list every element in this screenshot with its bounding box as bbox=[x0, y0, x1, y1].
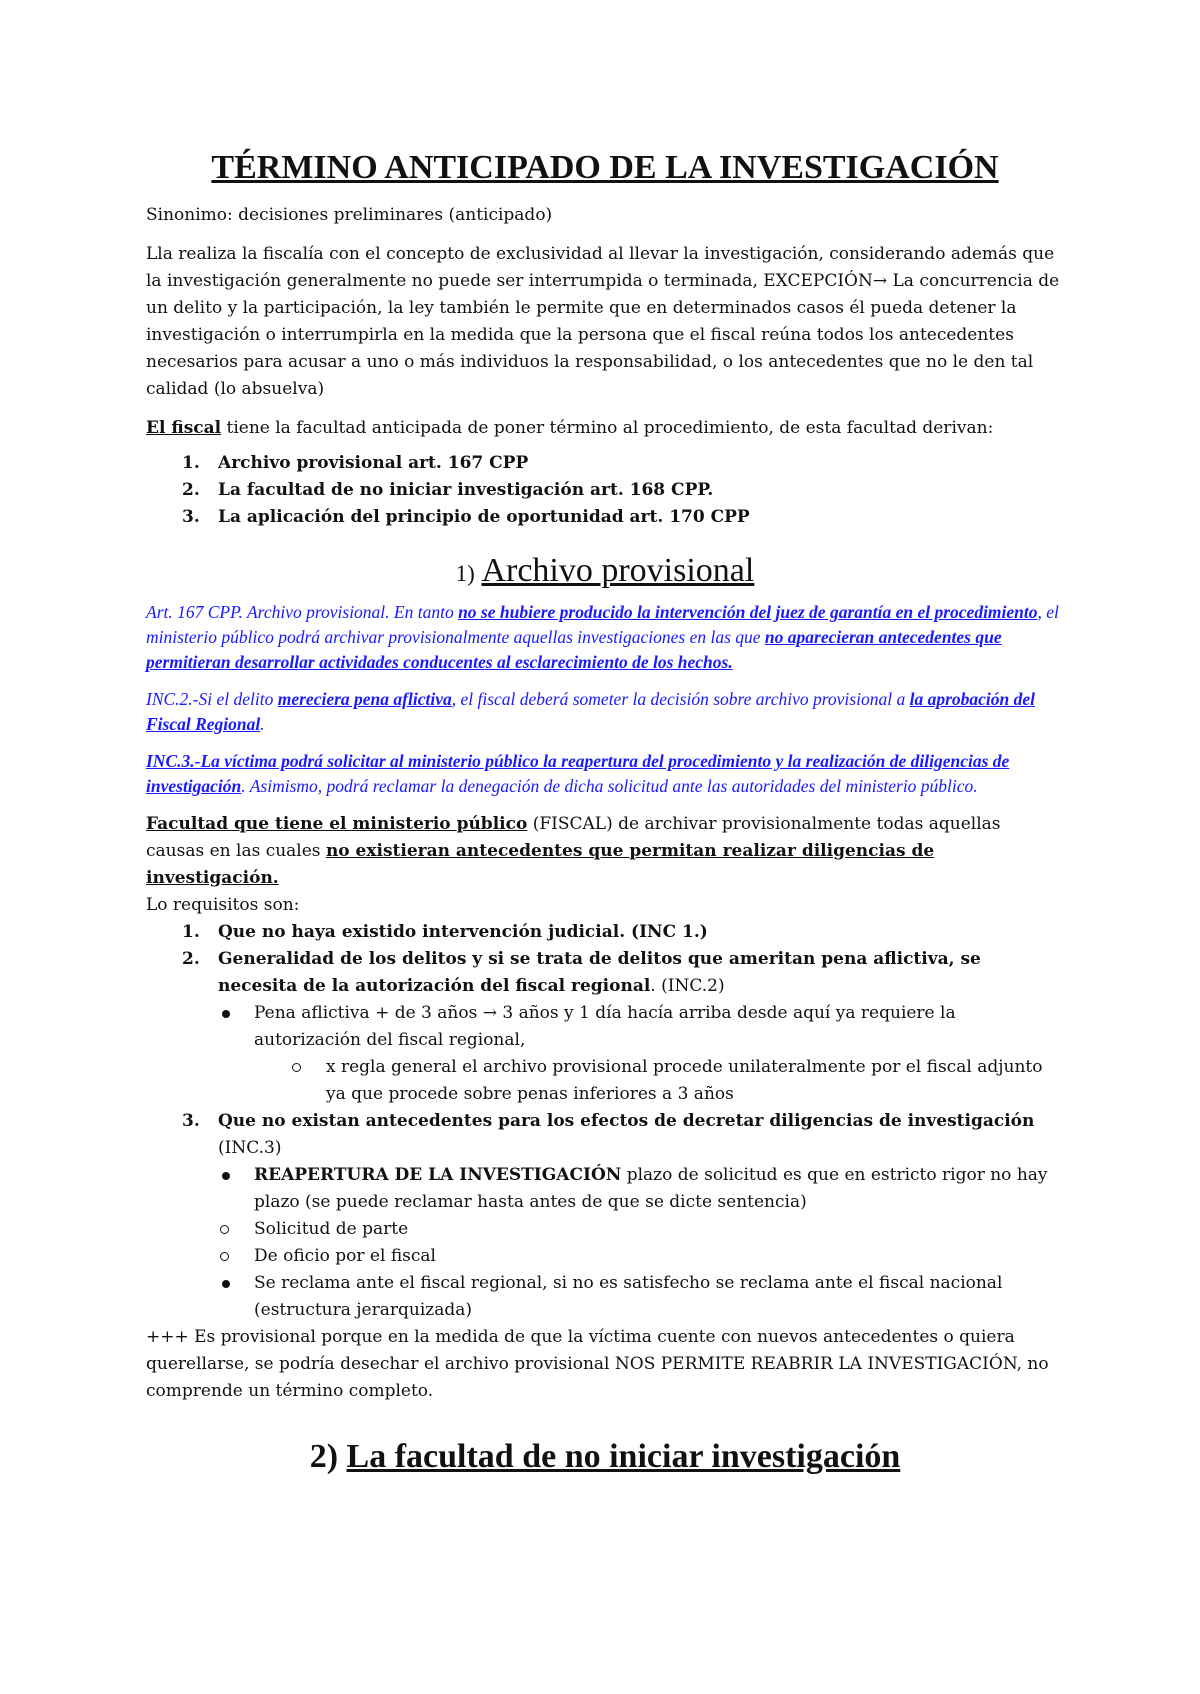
list-item: Solicitud de parte bbox=[182, 1216, 1064, 1243]
section-heading-1 bbox=[146, 549, 1064, 596]
intro-paragraph: Lla realiza la fiscalía con el concepto de exclusividad al llevar la investigación, considerando además que la investigación generalmente no puede ser interrumpida o terminada, EXCEPCIÓN→ La concurrencia de un delito y la participación, la ley también le permite que en determinados casos él pueda detener la investigación o interrumpirla en la medida que la persona que el fiscal reúna todos los antecedentes necesarios para acusar a uno o más individuos la responsabilidad, o los antecedentes que no le den tal calidad (lo absuelva) bbox=[146, 244, 1060, 399]
requisito-3-subbullets bbox=[182, 1216, 1064, 1270]
section-number: 2) bbox=[309, 1438, 339, 1475]
inc2-paragraph: INC.2.-Si el delito mereciera pena aflictiva, el fiscal deberá someter la decisión sobre archivo provisional a la aprobación del Fiscal Regional. bbox=[146, 689, 1035, 734]
requisito-2-subbullets bbox=[254, 1054, 1064, 1108]
requisitos-list-continued bbox=[146, 1108, 1064, 1162]
requisito-2-bullets bbox=[182, 1000, 1064, 1054]
list-item: De oficio por el fiscal bbox=[182, 1243, 1064, 1270]
requisito-3-bullets-2 bbox=[182, 1270, 1064, 1324]
list-item: 1. Archivo provisional art. 167 CPP bbox=[182, 453, 529, 473]
list-item: 2. Generalidad de los delitos y si se trata de delitos que ameritan pena aflictiva, se necesita de la autorización del fiscal regional. (INC.2) bbox=[182, 949, 981, 996]
circle-bullet-icon bbox=[292, 1063, 301, 1072]
bullet-icon bbox=[222, 1280, 230, 1288]
art167-paragraph: Art. 167 CPP. Archivo provisional. En tanto no se hubiere producido la intervención del juez de garantía en el procedimiento, el ministerio público podrá archivar provisionalmente aquellas investigaciones en las que no aparecieran antecedentes que permitieran desarrollar actividades conducentes al esclarecimiento de los hechos. bbox=[146, 602, 1059, 672]
bullet-icon bbox=[222, 1010, 230, 1018]
fiscal-paragraph bbox=[146, 415, 1064, 442]
document-body bbox=[146, 146, 1064, 1483]
section-number: 1) bbox=[455, 561, 475, 586]
list-item: Pena aflictiva + de 3 años → 3 años y 1 día hacía arriba desde aquí ya requiere la autorización del fiscal regional, bbox=[182, 1000, 1064, 1054]
facultades-list bbox=[146, 450, 1064, 531]
circle-bullet-icon bbox=[220, 1252, 229, 1261]
section-title: La facultad de no iniciar investigación bbox=[346, 1438, 901, 1475]
facultad-paragraph: Facultad que tiene el ministerio público (FISCAL) de archivar provisionalmente todas aquellas causas en las cuales no existieran antecedentes que permitan realizar diligencias de investigación. bbox=[146, 814, 1001, 888]
circle-bullet-icon bbox=[220, 1225, 229, 1234]
requisitos-list bbox=[146, 919, 1064, 1000]
list-item: REAPERTURA DE LA INVESTIGACIÓN plazo de solicitud es que en estricto rigor no hay plazo (se puede reclamar hasta antes de que se dicte sentencia) bbox=[182, 1162, 1064, 1216]
list-item: x regla general el archivo provisional procede unilateralmente por el fiscal adjunto ya que procede sobre penas inferiores a 3 años bbox=[254, 1054, 1064, 1108]
section-heading-2 bbox=[146, 1435, 1064, 1479]
requisito-3-bullets bbox=[182, 1162, 1064, 1216]
fiscal-rest: tiene la facultad anticipada de poner término al procedimiento, de esta facultad derivan: bbox=[221, 418, 994, 438]
fiscal-lead: El fiscal bbox=[146, 418, 222, 438]
section-title: Archivo provisional bbox=[481, 552, 755, 589]
list-item: 2. La facultad de no iniciar investigación art. 168 CPP. bbox=[182, 480, 714, 500]
list-item: 3. Que no existan antecedentes para los efectos de decretar diligencias de investigación (INC.3) bbox=[182, 1111, 1035, 1158]
closing-paragraph: +++ Es provisional porque en la medida de que la víctima cuente con nuevos antecedentes o quiera querellarse, se podría desechar el archivo provisional NOS PERMITE REABRIR LA INVESTIGACIÓN, no comprende un término completo. bbox=[146, 1327, 1049, 1401]
requisitos-intro: Lo requisitos son: bbox=[146, 895, 300, 915]
list-item: Se reclama ante el fiscal regional, si no es satisfecho se reclama ante el fiscal nacional (estructura jerarquizada) bbox=[182, 1270, 1064, 1324]
list-item: 1. Que no haya existido intervención judicial. (INC 1.) bbox=[182, 922, 708, 942]
list-item: 3. La aplicación del principio de oportunidad art. 170 CPP bbox=[182, 507, 750, 527]
sinonimo-line: Sinonimo: decisiones preliminares (anticipado) bbox=[146, 205, 553, 225]
bullet-icon bbox=[222, 1172, 230, 1180]
inc3-paragraph: INC.3.-La víctima podrá solicitar al ministerio público la reapertura del procedimiento y la realización de diligencias de investigación. Asimismo, podrá reclamar la denegación de dicha solicitud ante las autoridades del ministerio público. bbox=[146, 751, 1010, 796]
page-title: TÉRMINO ANTICIPADO DE LA INVESTIGACIÓN bbox=[211, 149, 999, 186]
